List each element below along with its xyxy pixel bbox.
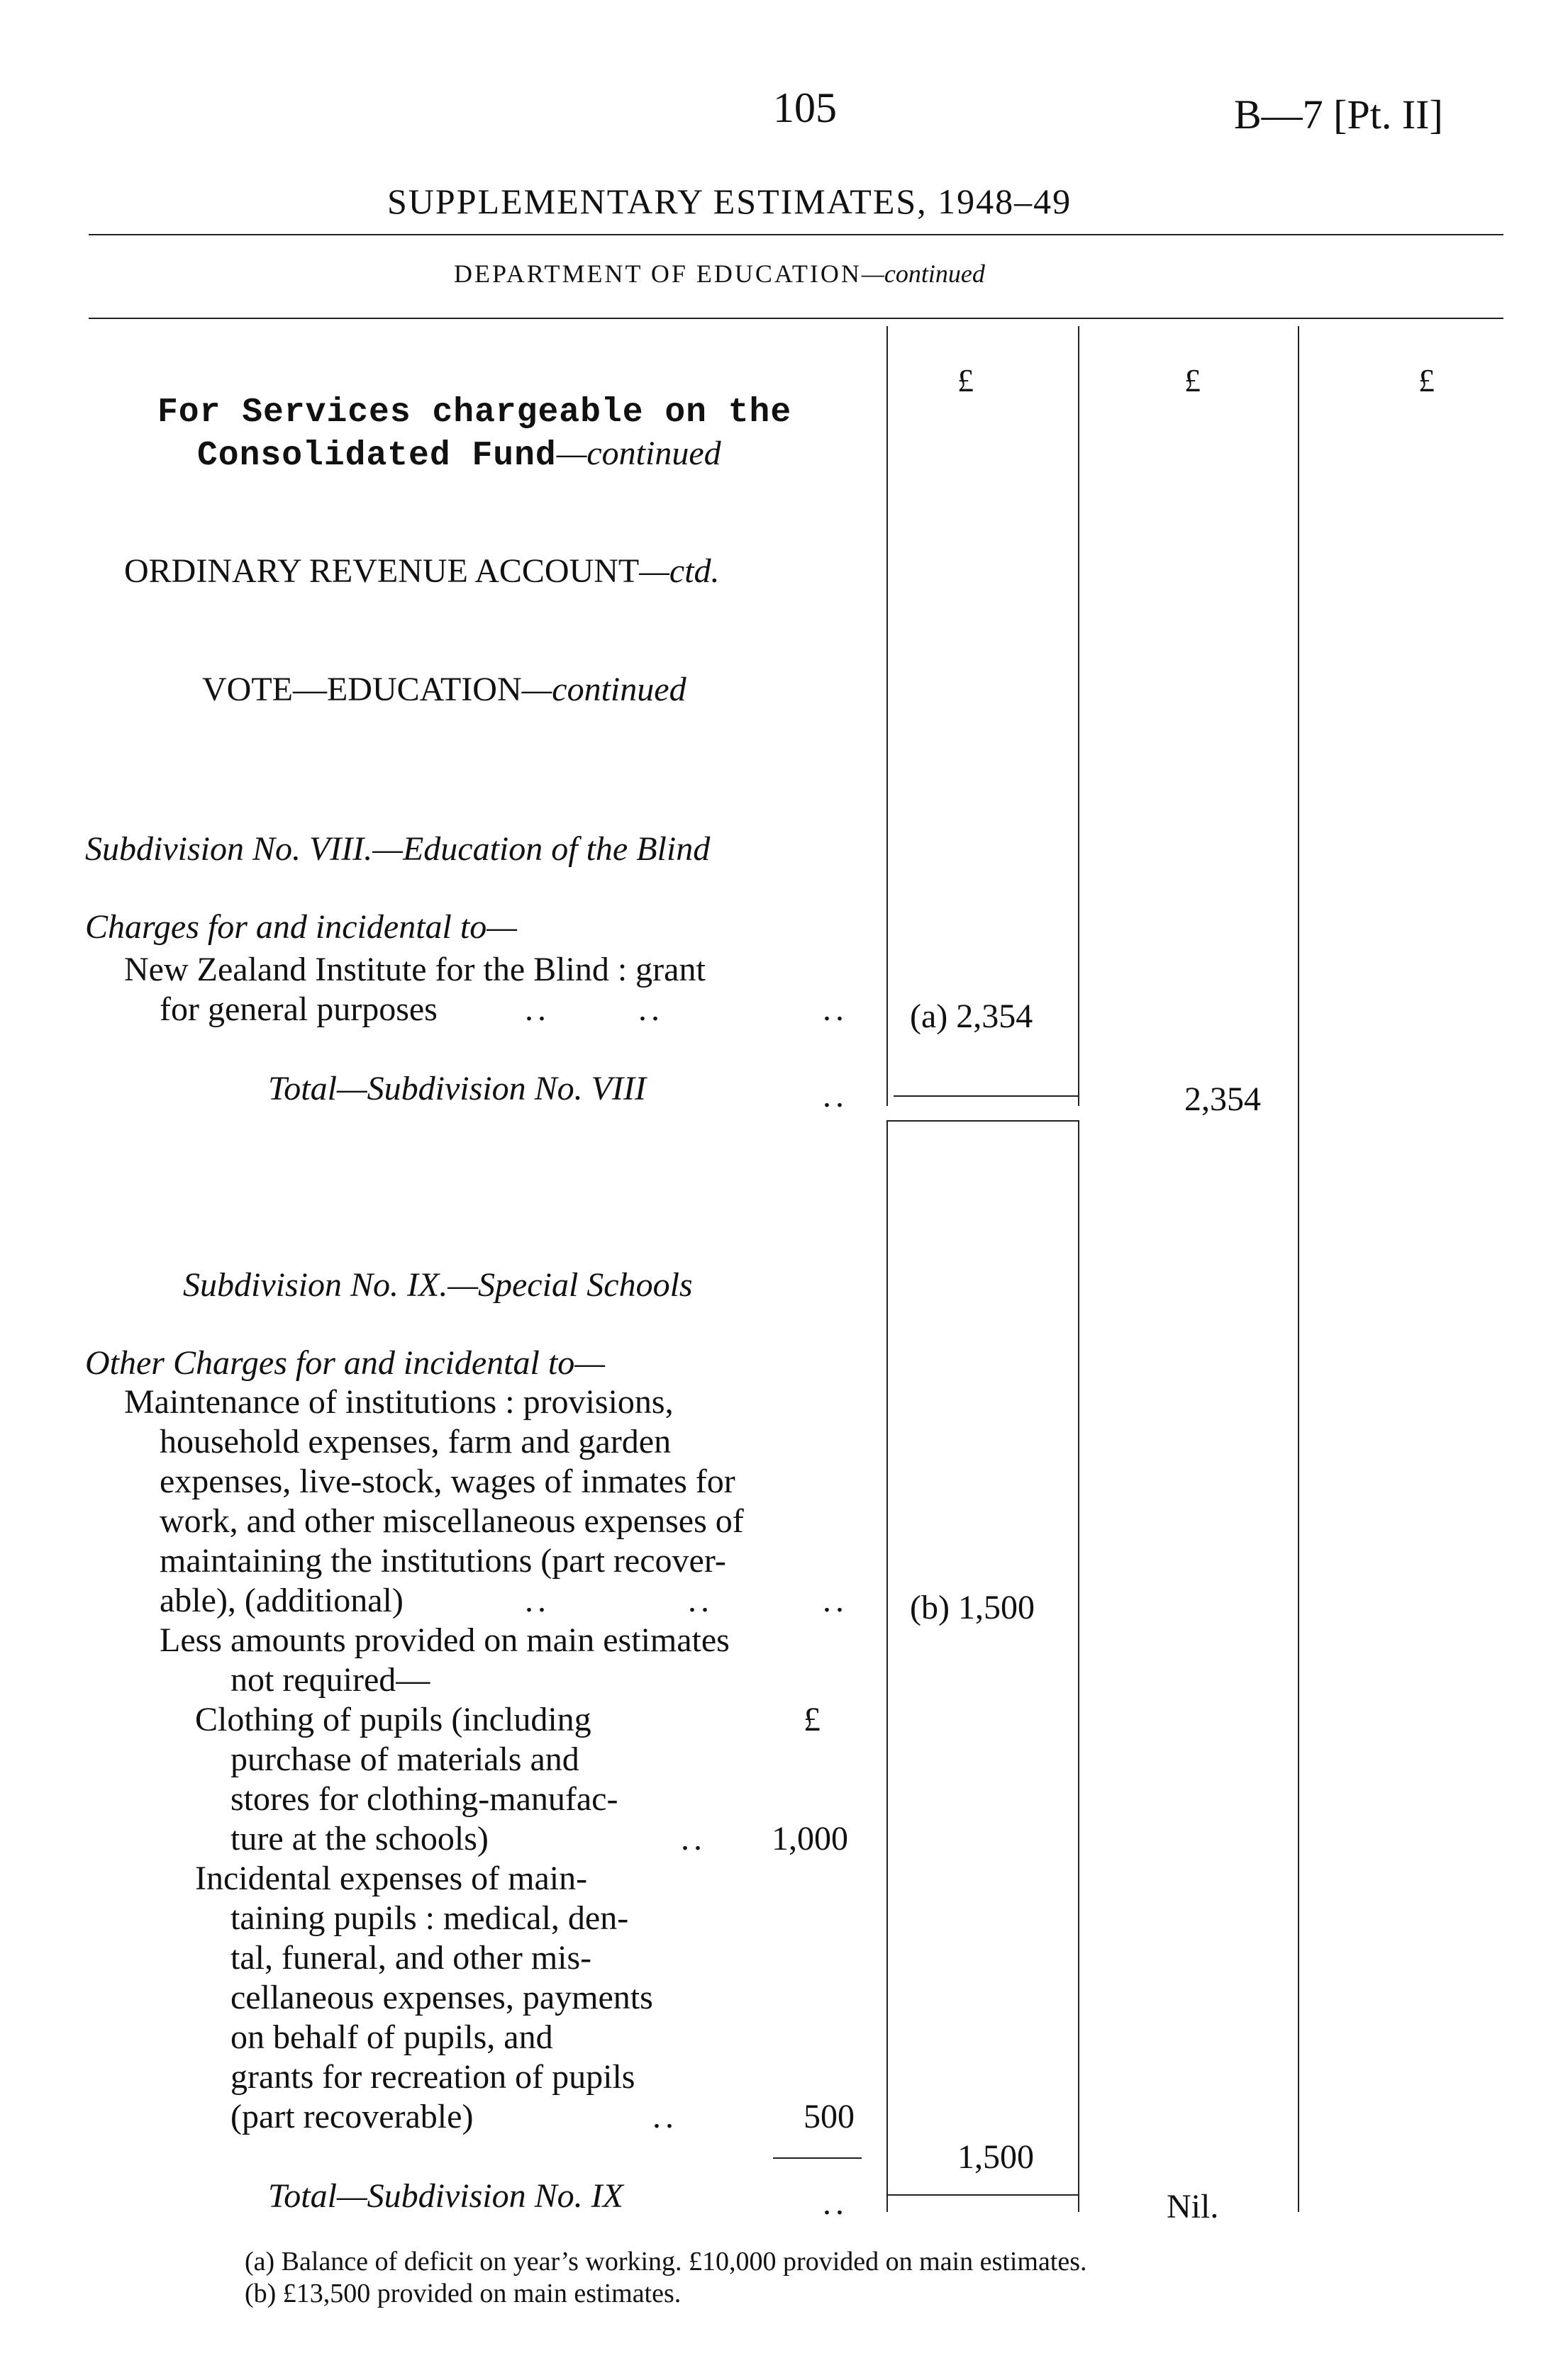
less-subtotal-rule: [773, 2157, 862, 2159]
incidental-line: taining pupils : medical, den-: [230, 1899, 629, 1937]
leader-dots: ..: [525, 1582, 550, 1619]
maintenance-line: household expenses, farm and garden: [160, 1423, 672, 1460]
incidental-line: (part recoverable): [230, 2098, 474, 2135]
column-3-currency: £: [1418, 362, 1435, 398]
clothing-currency: £: [804, 1701, 821, 1738]
incidental-amount: 500: [804, 2098, 855, 2135]
incidental-line: on behalf of pupils, and: [230, 2018, 553, 2056]
less-amounts-line: Less amounts provided on main estimates: [160, 1621, 730, 1659]
column-3-rule: [1298, 326, 1299, 2212]
footnote-a: (a) Balance of deficit on year’s working. £10,000 provided on main estimates.: [245, 2247, 1087, 2276]
column-2-rule-lower: [1078, 1120, 1079, 2212]
services-heading-line1: For Services chargeable on the: [157, 393, 792, 432]
subdivision-8-charges-heading: Charges for and incidental to—: [85, 908, 517, 946]
subdivision-8-sum-rule: [894, 1095, 1078, 1097]
column-1-currency: £: [957, 362, 974, 398]
subdivision-8-item-line1: New Zealand Institute for the Blind : grant: [124, 951, 706, 988]
subdivision-8-total-amount: 2,354: [1184, 1080, 1261, 1118]
account-label: ORDINARY REVENUE ACCOUNT: [124, 552, 640, 590]
incidental-line: grants for recreation of pupils: [230, 2058, 635, 2096]
clothing-amount: 1,000: [772, 1820, 848, 1857]
clothing-line: stores for clothing-manufac-: [230, 1780, 618, 1818]
subdivision-9-total-rule: [886, 2194, 1078, 2196]
subdivision-9-total-label: Total—Subdivision No. IX: [268, 2177, 623, 2215]
subdivision-9-heading: Subdivision No. IX.—Special Schools: [183, 1266, 693, 1304]
title-rule: [89, 234, 1503, 235]
leader-dots: ..: [652, 2098, 678, 2135]
subdivision-8-total-rule: [886, 1120, 1078, 1122]
leader-dots: ..: [823, 990, 848, 1028]
page-title: SUPPLEMENTARY ESTIMATES, 1948–49: [387, 181, 1072, 221]
incidental-line: cellaneous expenses, payments: [230, 1979, 653, 2016]
account-continued: —ctd.: [639, 552, 720, 590]
vote-label: VOTE—EDUCATION: [202, 671, 522, 708]
maintenance-line: able), (additional): [160, 1582, 404, 1619]
account-heading: [124, 552, 720, 591]
incidental-line: tal, funeral, and other mis-: [230, 1939, 592, 1977]
subdivision-9-total-amount: Nil.: [1167, 2188, 1219, 2225]
less-total-amount: 1,500: [957, 2138, 1034, 2176]
maintenance-line: work, and other miscellaneous expenses of: [160, 1502, 744, 1540]
vote-heading: [202, 670, 686, 709]
services-heading-line2: [197, 434, 721, 475]
department-heading: [454, 259, 985, 289]
leader-dots: ..: [681, 1820, 706, 1857]
department-continued: —continued: [861, 259, 985, 288]
page-number: 105: [773, 84, 837, 131]
column-2-currency: £: [1184, 362, 1201, 398]
incidental-line: Incidental expenses of main-: [195, 1860, 588, 1897]
leader-dots: ..: [823, 2184, 848, 2222]
maintenance-line: expenses, live-stock, wages of inmates for: [160, 1463, 735, 1500]
document-reference: B—7 [Pt. II]: [1234, 91, 1443, 138]
column-1-rule-lower: [886, 1120, 888, 2212]
maintenance-amount: (b) 1,500: [910, 1589, 1035, 1626]
less-amounts-line: not required—: [230, 1661, 430, 1699]
subdivision-8-item-line2: for general purposes: [160, 990, 438, 1028]
leader-dots: ..: [638, 990, 664, 1028]
subdivision-8-heading: Subdivision No. VIII.—Education of the Blind: [85, 830, 711, 868]
subdivision-8-item-amount: (a) 2,354: [910, 998, 1033, 1035]
maintenance-line: maintaining the institutions (part recover-: [160, 1542, 726, 1580]
services-continued: —continued: [556, 435, 721, 472]
subdivision-8-total-label: Total—Subdivision No. VIII: [268, 1070, 646, 1107]
leader-dots: ..: [823, 1077, 848, 1114]
clothing-line: Clothing of pupils (including: [195, 1701, 591, 1738]
leader-dots: ..: [823, 1582, 848, 1619]
maintenance-line: Maintenance of institutions : provisions,: [124, 1383, 674, 1421]
department-rule: [89, 318, 1503, 319]
column-1-rule-upper: [886, 326, 888, 1106]
column-2-rule-upper: [1078, 326, 1079, 1106]
leader-dots: ..: [525, 990, 550, 1028]
footnote-b: (b) £13,500 provided on main estimates.: [245, 2279, 682, 2308]
services-fund-name: Consolidated Fund: [197, 437, 557, 475]
subdivision-9-charges-heading: Other Charges for and incidental to—: [85, 1344, 605, 1382]
clothing-line: ture at the schools): [230, 1820, 489, 1857]
department-name: DEPARTMENT OF EDUCATION: [454, 259, 862, 288]
leader-dots: ..: [688, 1582, 713, 1619]
clothing-line: purchase of materials and: [230, 1741, 579, 1778]
vote-continued: —continued: [521, 671, 686, 708]
